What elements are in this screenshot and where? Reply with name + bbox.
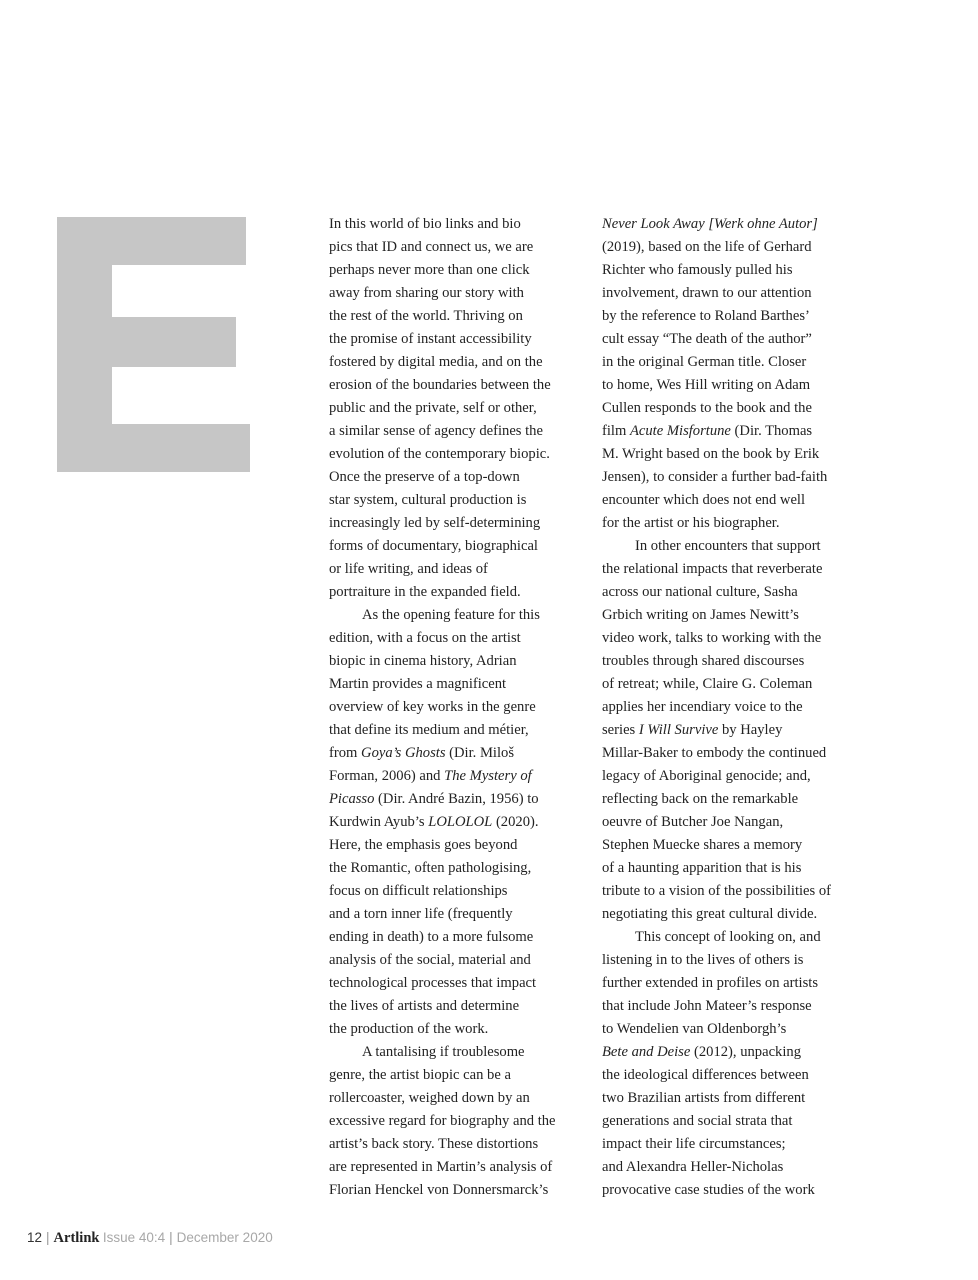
italic-title: Picasso xyxy=(329,791,375,807)
article-column-left xyxy=(329,213,584,1202)
text-line: the lives of artists and determine xyxy=(329,998,520,1014)
text-segment: from xyxy=(329,745,362,761)
text-line: Jensen), to consider a further bad-faith xyxy=(602,469,828,485)
issue-label: Issue 40:4 xyxy=(102,1230,166,1245)
text-line xyxy=(602,719,857,742)
text-line: Martin provides a magnificent xyxy=(329,676,507,692)
text-line: overview of key works in the genre xyxy=(329,699,536,715)
text-line: a similar sense of agency defines the xyxy=(329,423,543,439)
text-line: negotiating this great cultural divide. xyxy=(602,906,818,922)
text-line: legacy of Aboriginal genocide; and, xyxy=(602,768,811,784)
text-line: A tantalising if troublesome xyxy=(362,1044,525,1060)
text-line: pics that ID and connect us, we are xyxy=(329,239,534,255)
text-line: This concept of looking on, and xyxy=(635,929,821,945)
text-line: by the reference to Roland Barthes’ xyxy=(602,308,810,324)
text-line: evolution of the contemporary biopic. xyxy=(329,446,550,462)
text-line: Richter who famously pulled his xyxy=(602,262,793,278)
text-line: M. Wright based on the book by Erik xyxy=(602,446,820,462)
text-segment: (Dir. André Bazin, 1956) to xyxy=(374,791,539,807)
text-line: Here, the emphasis goes beyond xyxy=(329,837,518,853)
text-line: encounter which does not end well xyxy=(602,492,806,508)
text-line: fostered by digital media, and on the xyxy=(329,354,543,370)
text-line: are represented in Martin’s analysis of xyxy=(329,1159,553,1175)
italic-title: The Mystery of xyxy=(444,768,532,784)
text-line: public and the private, self or other, xyxy=(329,400,537,416)
text-segment: series xyxy=(602,722,639,738)
text-line: technological processes that impact xyxy=(329,975,537,991)
text-line: Florian Henckel von Donnersmarck’s xyxy=(329,1182,549,1198)
text-line: In other encounters that support xyxy=(635,538,821,554)
text-line: video work, talks to working with the xyxy=(602,630,822,646)
text-line: involvement, drawn to our attention xyxy=(602,285,812,301)
text-line: provocative case studies of the work xyxy=(602,1182,815,1198)
text-line: two Brazilian artists from different xyxy=(602,1090,806,1106)
text-line: perhaps never more than one click xyxy=(329,262,530,278)
page-number: 12 xyxy=(27,1230,43,1245)
magazine-name: Artlink xyxy=(53,1230,100,1246)
text-line: to home, Wes Hill writing on Adam xyxy=(602,377,811,393)
italic-title: Acute Misfortune xyxy=(629,423,731,439)
text-segment: Forman, 2006) and xyxy=(329,768,445,784)
text-line xyxy=(602,213,857,236)
text-line: across our national culture, Sasha xyxy=(602,584,798,600)
text-line: reflecting back on the remarkable xyxy=(602,791,799,807)
text-line: forms of documentary, biographical xyxy=(329,538,538,554)
text-line: focus on difficult relationships xyxy=(329,883,508,899)
text-line: away from sharing our story with xyxy=(329,285,524,301)
text-line: analysis of the social, material and xyxy=(329,952,531,968)
text-line: star system, cultural production is xyxy=(329,492,527,508)
text-line: of retreat; while, Claire G. Coleman xyxy=(602,676,813,692)
text-line xyxy=(329,742,584,765)
text-line: impact their life circumstances; xyxy=(602,1136,786,1152)
text-line: applies her incendiary voice to the xyxy=(602,699,803,715)
italic-title: Goya’s Ghosts xyxy=(361,745,446,761)
text-line: and a torn inner life (frequently xyxy=(329,906,513,922)
text-line: the promise of instant accessibility xyxy=(329,331,532,347)
footer-separator: | xyxy=(46,1230,50,1245)
text-line: further extended in profiles on artists xyxy=(602,975,819,991)
text-line: the Romantic, often pathologising, xyxy=(329,860,532,876)
text-segment: by Hayley xyxy=(718,722,783,738)
text-line xyxy=(602,420,857,443)
text-line: cult essay “The death of the author” xyxy=(602,331,812,347)
text-line: excessive regard for biography and the xyxy=(329,1113,556,1129)
issue-date: December 2020 xyxy=(176,1230,273,1245)
text-line: biopic in cinema history, Adrian xyxy=(329,653,517,669)
text-line: oeuvre of Butcher Joe Nangan, xyxy=(602,814,784,830)
text-line: Grbich writing on James Newitt’s xyxy=(602,607,799,623)
text-segment: film xyxy=(602,423,630,439)
text-line: troubles through shared discourses xyxy=(602,653,805,669)
footer-separator: | xyxy=(169,1230,173,1245)
text-line: of a haunting apparition that is his xyxy=(602,860,802,876)
text-segment: (2020). xyxy=(492,814,539,830)
text-line: rollercoaster, weighed down by an xyxy=(329,1090,530,1106)
text-line: As the opening feature for this xyxy=(362,607,540,623)
text-line: the rest of the world. Thriving on xyxy=(329,308,523,324)
text-line: In this world of bio links and bio xyxy=(329,216,521,232)
text-segment: (Dir. Thomas xyxy=(730,423,813,439)
text-line: ending in death) to a more fulsome xyxy=(329,929,534,945)
text-line xyxy=(329,765,584,788)
article-column-right xyxy=(602,213,857,1202)
text-line: listening in to the lives of others is xyxy=(602,952,804,968)
text-line: tribute to a vision of the possibilities of xyxy=(602,883,832,899)
text-segment: (Dir. Miloš xyxy=(445,745,515,761)
text-line: in the original German title. Closer xyxy=(602,354,807,370)
italic-title: LOLOLOL xyxy=(428,814,493,830)
text-line: the relational impacts that reverberate xyxy=(602,561,823,577)
text-line: (2019), based on the life of Gerhard xyxy=(602,239,812,255)
italic-title: Never Look Away [Werk ohne Autor] xyxy=(602,216,818,232)
text-line: Once the preserve of a top-down xyxy=(329,469,520,485)
text-line xyxy=(602,1041,857,1064)
page-footer xyxy=(27,1229,273,1247)
text-line: that include John Mateer’s response xyxy=(602,998,812,1014)
text-line: artist’s back story. These distortions xyxy=(329,1136,539,1152)
text-line: portraiture in the expanded field. xyxy=(329,584,521,600)
text-line: for the artist or his biographer. xyxy=(602,515,780,531)
drop-cap-letter-e xyxy=(57,217,250,472)
text-line: the ideological differences between xyxy=(602,1067,809,1083)
text-line: and Alexandra Heller-Nicholas xyxy=(602,1159,784,1175)
text-segment: (2012), unpacking xyxy=(690,1044,801,1060)
text-line: Stephen Muecke shares a memory xyxy=(602,837,803,853)
text-line: that define its medium and métier, xyxy=(329,722,529,738)
italic-title: Bete and Deise xyxy=(602,1044,691,1060)
text-line: edition, with a focus on the artist xyxy=(329,630,521,646)
text-line: or life writing, and ideas of xyxy=(329,561,488,577)
text-line: Cullen responds to the book and the xyxy=(602,400,812,416)
text-line: generations and social strata that xyxy=(602,1113,793,1129)
text-line: to Wendelien van Oldenborgh’s xyxy=(602,1021,787,1037)
text-line: erosion of the boundaries between the xyxy=(329,377,551,393)
text-line xyxy=(329,811,584,834)
text-line xyxy=(329,788,584,811)
text-line: the production of the work. xyxy=(329,1021,489,1037)
text-line: increasingly led by self-determining xyxy=(329,515,541,531)
text-line: Millar-Baker to embody the continued xyxy=(602,745,827,761)
text-segment: Kurdwin Ayub’s xyxy=(329,814,429,830)
italic-title: I Will Survive xyxy=(638,722,719,738)
text-line: genre, the artist biopic can be a xyxy=(329,1067,511,1083)
